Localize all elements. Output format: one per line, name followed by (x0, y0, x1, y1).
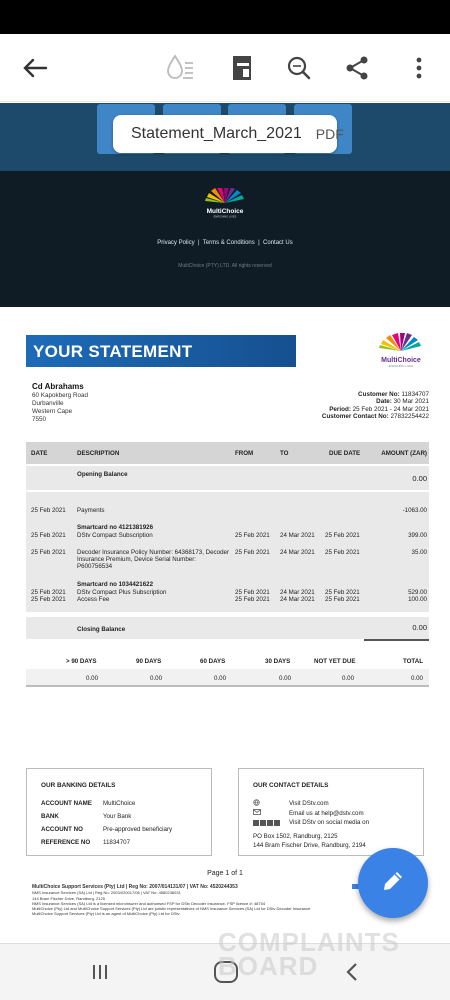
row-amount (408, 589, 427, 603)
separator: | (258, 240, 260, 246)
detail-value: MultiChoice (103, 800, 136, 807)
reading-mode-icon[interactable] (226, 52, 258, 84)
aging-value: 0.00 (410, 675, 423, 682)
footer-copyright: MultiChoice (PTY) LTD. All rights reserved (178, 263, 272, 269)
street-address: 144 Bram Fischer Drive, Randburg, 2194 (253, 841, 366, 849)
aging-value: 0.00 (150, 675, 163, 682)
customer-no-label: Customer No: (358, 391, 400, 398)
detail-value: 11834707 (103, 839, 131, 846)
aging-summary (26, 655, 429, 687)
youtube-icon[interactable] (267, 820, 273, 826)
row-due: 25 Feb 2021 (325, 596, 360, 603)
closing-balance-label: Closing Balance (77, 626, 126, 633)
detail-row (41, 797, 197, 810)
legal-line: 144 Bram Fischer Drive, Randburg, 2125 (32, 895, 105, 901)
customer-address (32, 383, 88, 424)
row-to: 24 Mar 2021 (280, 549, 315, 556)
edit-fab-button[interactable] (358, 848, 428, 918)
social-icons (253, 820, 289, 826)
row-date: 25 Feb 2021 (31, 507, 66, 514)
contact-row (253, 809, 409, 819)
col-amount: AMOUNT (ZAR) (381, 450, 427, 457)
footer-links (0, 240, 450, 246)
date-label: Date: (376, 398, 392, 406)
col-to: TO (280, 450, 289, 457)
row-from: 25 Feb 2021 (235, 589, 270, 596)
row-date: 25 Feb 2021 (31, 589, 66, 596)
terms-link[interactable]: Terms & Conditions (202, 240, 255, 246)
svg-text:ENRICHING LIVES: ENRICHING LIVES (388, 364, 414, 368)
row-due: 25 Feb 2021 (325, 549, 360, 556)
desc-line: P600756534 (77, 563, 113, 570)
detail-label: ACCOUNT NAME (41, 800, 92, 807)
customer-name: Cd Abrahams (32, 382, 84, 391)
multichoice-logo (372, 332, 430, 368)
legal-line: MultiChoice Support Services (Pty) Ltd is an agent of MultiChoice (Pty) Ltd for DStv (32, 911, 180, 917)
address-line: 7550 (32, 416, 47, 423)
search-icon[interactable] (283, 52, 315, 84)
watermark-line: BOARD (218, 951, 319, 981)
svg-text:MultiChoice: MultiChoice (381, 357, 421, 364)
document-name: Statement_March_2021 (131, 125, 302, 142)
website-link[interactable]: Visit DStv.com (289, 799, 329, 807)
row-description (77, 589, 166, 603)
smartcard-label: Smartcard no 4121381926 (77, 524, 154, 531)
banking-title: OUR BANKING DETAILS (41, 782, 116, 789)
aging-col: 90 DAYS (136, 658, 162, 665)
desc-line: Decoder Insurance Policy Number: 64368173, Decoder (77, 549, 230, 556)
contact-title: OUR CONTACT DETAILS (253, 782, 329, 789)
separator: | (197, 240, 200, 246)
watermark (218, 927, 400, 981)
row-amount: 35.00 (411, 549, 427, 556)
desc-line: Access Fee (77, 596, 110, 603)
postal-address: PO Box 1502, Randburg, 2125 (253, 833, 338, 840)
contact-us-link[interactable]: Contact Us (263, 240, 293, 246)
banking-details-box (26, 768, 212, 856)
mail-icon (253, 809, 289, 819)
contact-row (253, 799, 409, 810)
aging-value: 0.00 (86, 675, 99, 682)
address-line: Durbanville (32, 400, 64, 407)
row-amount: -1063.00 (402, 507, 427, 514)
row-date: 25 Feb 2021 (31, 596, 66, 603)
ink-drop-icon[interactable] (164, 52, 196, 84)
aging-header (26, 655, 429, 669)
row-from: 25 Feb 2021 (235, 549, 270, 556)
col-description: DESCRIPTION (77, 450, 120, 457)
row-to: 24 Mar 2021 (280, 596, 315, 603)
legal-line: MultiChoice Support Services (Pty) Ltd | Reg No: 2007/014131/07 | VAT No: 4520244353 (32, 884, 238, 890)
statement-date: 30 Mar 2021 (393, 398, 429, 406)
multichoice-logo (198, 188, 252, 218)
aging-col: TOTAL (402, 658, 423, 665)
transactions-block (26, 492, 429, 612)
svg-text:ENRICHING LIVES: ENRICHING LIVES (213, 215, 237, 218)
facebook-icon[interactable] (253, 820, 259, 826)
legal-line: NMS Insurance Services (SA) Ltd is a licensed microinsurer and authorised FSP for DStv Decoder Insurance. FSP licence #: 48754 (32, 900, 266, 906)
aging-col: 60 DAYS (200, 658, 226, 665)
customer-no: 11834707 (401, 391, 429, 398)
svg-text:MultiChoice: MultiChoice (206, 208, 244, 215)
aging-value: 0.00 (342, 675, 355, 682)
detail-label: REFERENCE NO (41, 839, 91, 846)
row-date (31, 589, 66, 603)
row-date: 25 Feb 2021 (31, 532, 66, 539)
document-title (113, 115, 344, 153)
share-icon[interactable] (341, 52, 373, 84)
detail-value: Pre-approved beneficiary (103, 826, 173, 833)
col-due-date: DUE DATE (329, 450, 361, 457)
opening-balance-row (26, 466, 429, 490)
detail-label: ACCOUNT NO (41, 826, 83, 833)
more-vert-icon[interactable] (403, 52, 435, 84)
row-due: 25 Feb 2021 (325, 532, 360, 539)
edit-pencil-icon (380, 868, 406, 899)
closing-balance-amount: 0.00 (412, 623, 427, 632)
row-to (280, 589, 315, 603)
closing-balance-row (26, 617, 429, 639)
closing-underline (364, 639, 429, 641)
aging-values (26, 669, 429, 687)
col-from: FROM (235, 450, 254, 457)
statement-banner: YOUR STATEMENT (26, 335, 296, 367)
opening-balance-label: Opening Balance (77, 471, 128, 478)
row-amount: 399.00 (408, 532, 427, 539)
social-text: Visit DStv on social media on (289, 818, 370, 826)
transactions-table (26, 442, 429, 641)
statement-meta (322, 391, 429, 420)
row-amount: 529.00 (408, 589, 427, 596)
aging-value: 0.00 (279, 675, 292, 682)
watermark-line: COMPLAINTS (218, 927, 400, 957)
table-header (26, 442, 429, 464)
row-to: 24 Mar 2021 (280, 532, 315, 539)
address-line: Western Cape (32, 408, 73, 415)
detail-row (41, 823, 197, 836)
period-label: Period: (329, 405, 351, 413)
smartcard-label: Smartcard no 1034421622 (77, 581, 154, 588)
status-bar (0, 0, 450, 34)
document-type: PDF (315, 126, 344, 142)
detail-label: BANK (41, 813, 59, 820)
row-amount: 100.00 (408, 596, 427, 603)
globe-icon (253, 799, 289, 810)
legal-line: NMS Insurance Services (SA) Ltd | Reg No: 2003/020017/06 | VAT No: 4580238031 (32, 890, 181, 896)
contact-details-box (238, 768, 424, 856)
legal-line: MultiChoice (Pty) Ltd and MultiChoice Support Services (Pty) Ltd are juristic representatives of NMS Insurance Services (SA) Ltd for DStv Decoder Insurance (32, 906, 311, 912)
row-from: 25 Feb 2021 (235, 596, 270, 603)
opening-balance-amount: 0.00 (412, 474, 427, 483)
aging-col: 30 DAYS (265, 658, 291, 665)
detail-value: Your Bank (103, 813, 132, 820)
row-to: 24 Mar 2021 (280, 589, 315, 596)
instagram-icon[interactable] (274, 820, 280, 826)
address-line: 60 Kapokberg Road (32, 392, 89, 399)
aging-col: NOT YET DUE (314, 658, 356, 665)
detail-row (41, 836, 197, 849)
row-date: 25 Feb 2021 (31, 549, 66, 556)
page-number: Page 1 of 1 (207, 870, 243, 877)
row-due: 25 Feb 2021 (325, 589, 360, 596)
recents-icon[interactable] (90, 962, 110, 987)
twitter-icon[interactable] (260, 820, 266, 826)
legal-footer (32, 884, 362, 917)
row-due (325, 589, 360, 603)
contact-number: 27832254422 (390, 412, 429, 420)
aging-col: > 90 DAYS (66, 658, 97, 665)
privacy-policy-link[interactable]: Privacy Policy (157, 240, 195, 246)
email-link[interactable]: Email us at help@dstv.com (289, 809, 364, 817)
detail-row (41, 810, 197, 823)
back-arrow-icon[interactable] (19, 52, 51, 84)
desc-line: Insurance Premium, Device Serial Number: (77, 556, 196, 563)
table-row (31, 507, 66, 514)
contact-label: Customer Contact No: (321, 412, 389, 420)
row-from (235, 589, 270, 603)
contact-row (253, 819, 409, 828)
col-date: DATE (31, 450, 48, 457)
row-from: 25 Feb 2021 (235, 532, 270, 539)
row-description: DStv Compact Subscription (77, 532, 153, 539)
aging-value: 0.00 (214, 675, 227, 682)
row-description (77, 549, 229, 570)
desc-line: DStv Compact Plus Subscription (77, 589, 167, 596)
row-description: Payments (77, 507, 105, 514)
statement-period: 25 Feb 2021 - 24 Mar 2021 (352, 405, 429, 413)
viewer-toolbar (0, 34, 450, 102)
